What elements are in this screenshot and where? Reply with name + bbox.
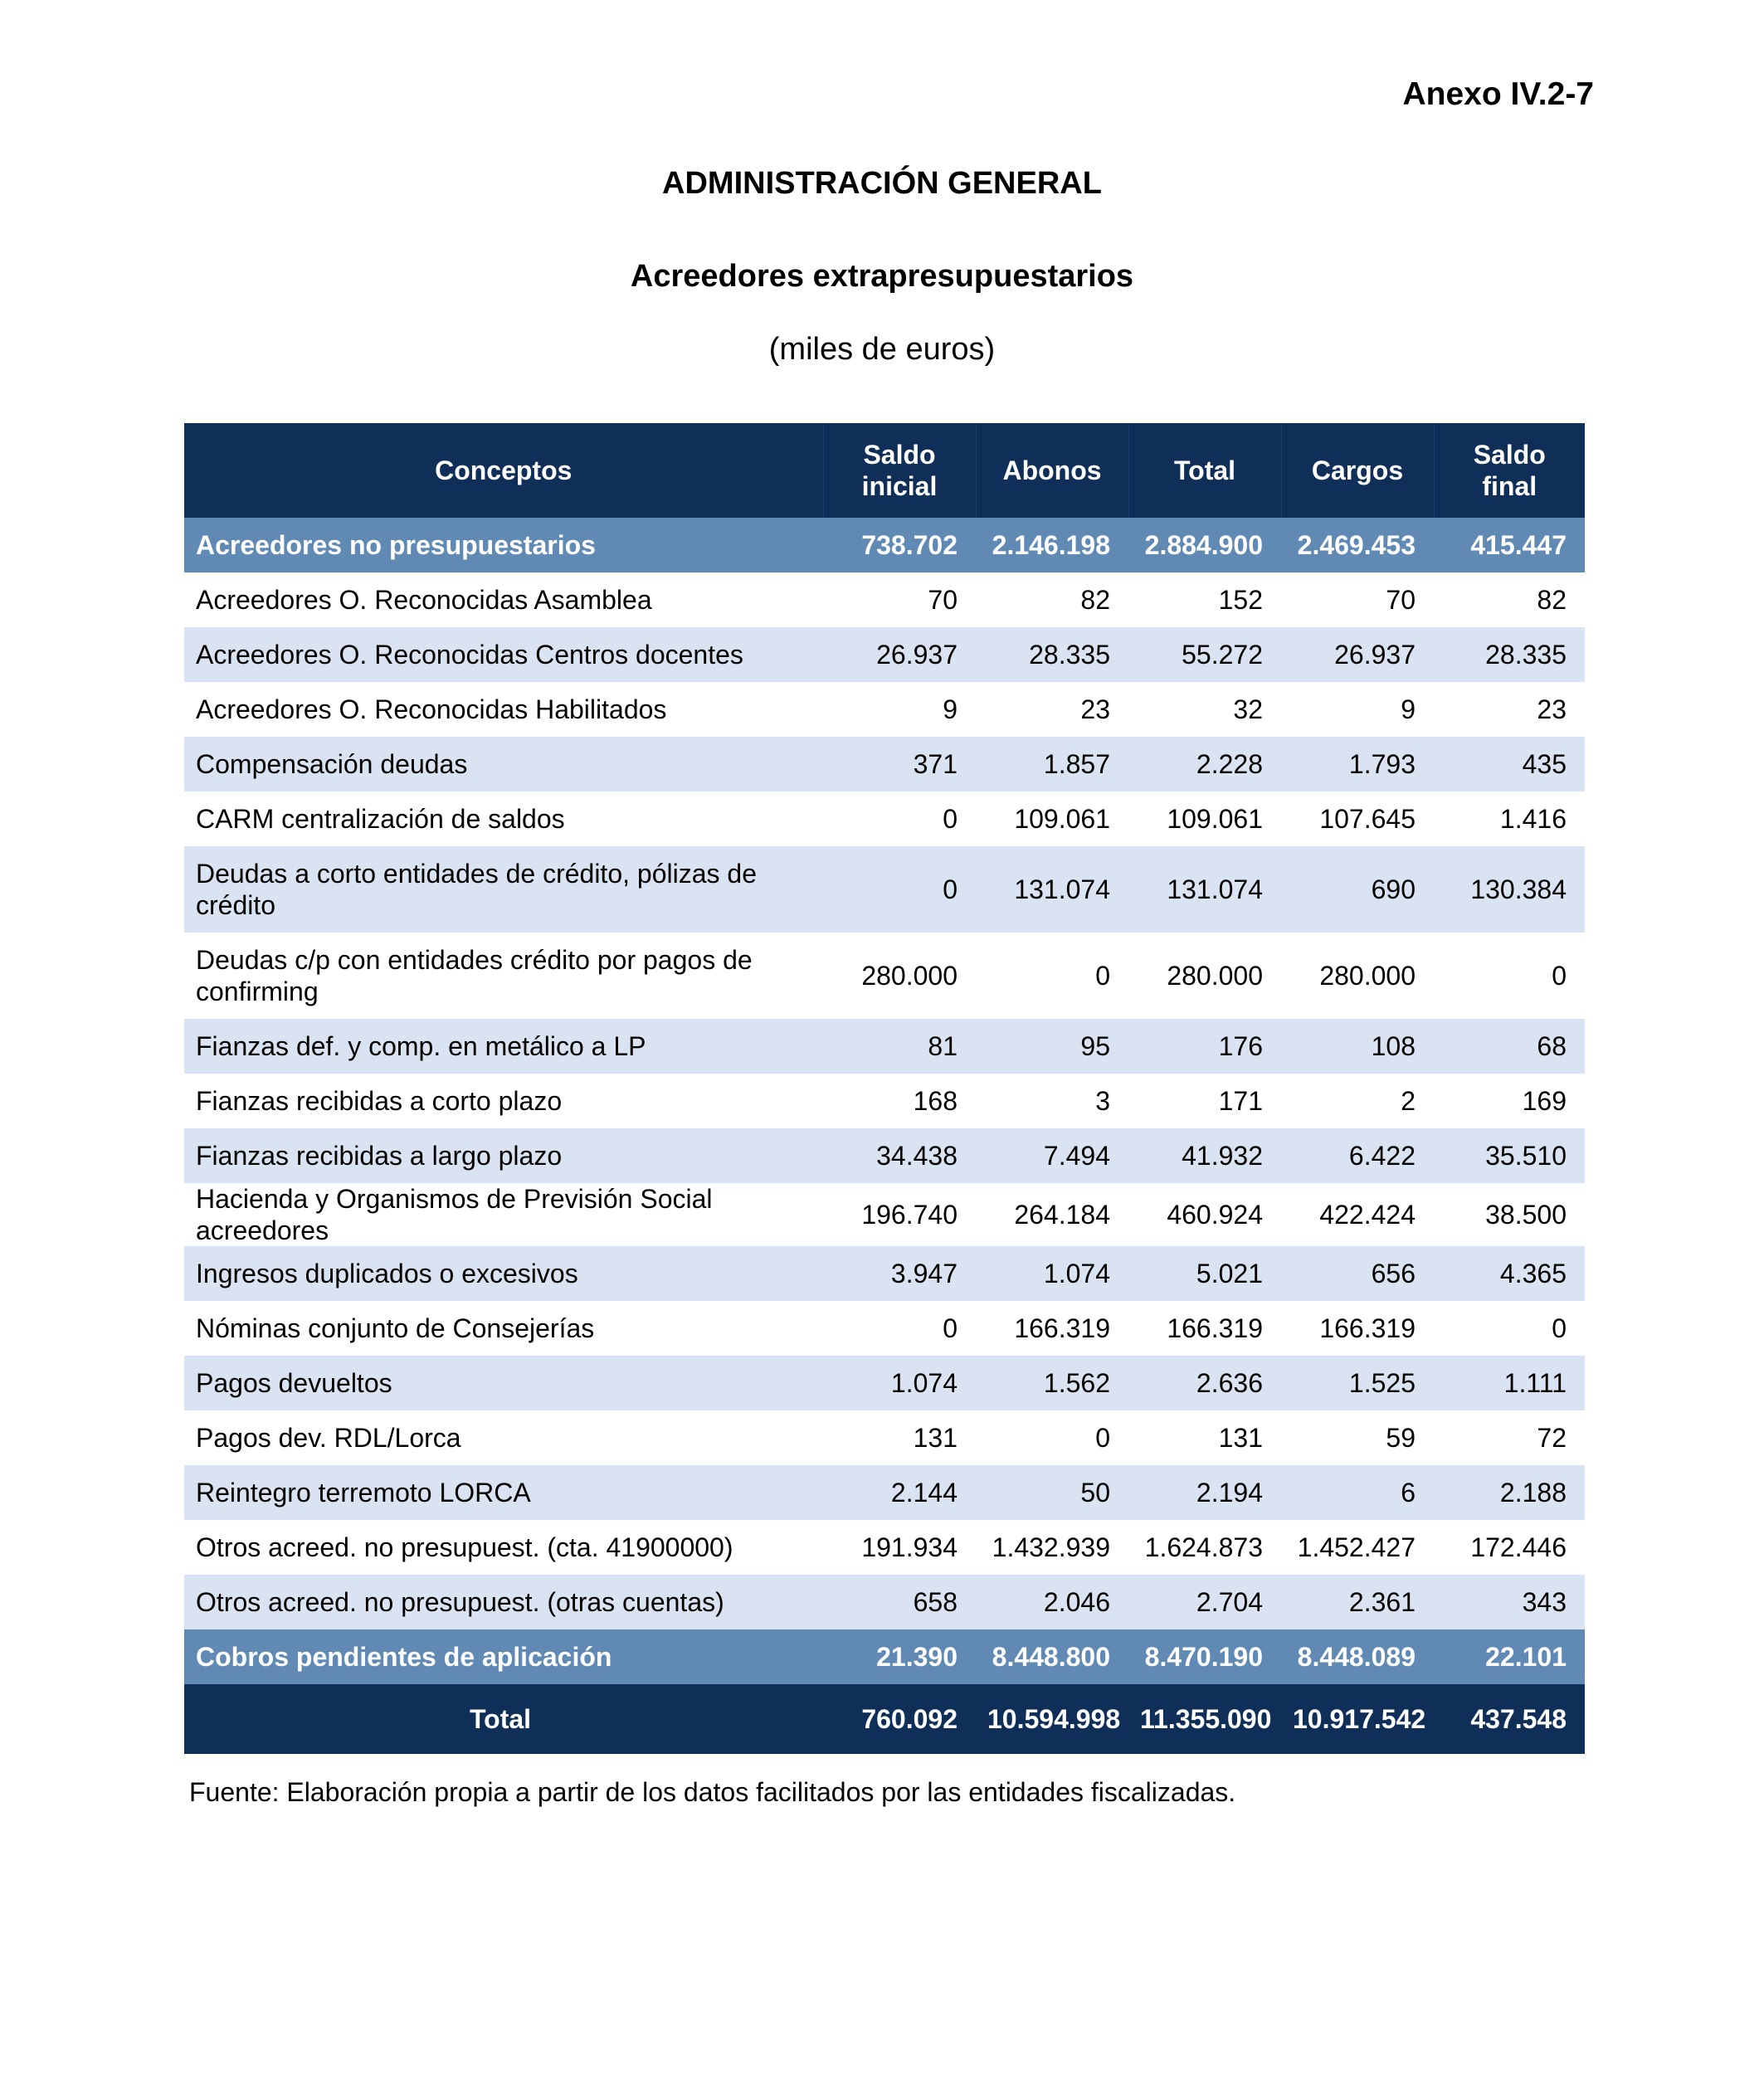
row-value: 70 — [1281, 572, 1434, 627]
table-row — [184, 846, 1585, 933]
row-value: 35.510 — [1434, 1128, 1585, 1183]
row-value: 8.448.800 — [976, 1629, 1128, 1684]
row-value: 738.702 — [823, 518, 976, 572]
row-label: Pagos devueltos — [184, 1356, 823, 1410]
row-value: 107.645 — [1281, 792, 1434, 846]
row-value: 131 — [1128, 1410, 1281, 1465]
row-value: 10.917.542 — [1281, 1684, 1434, 1754]
row-value: 70 — [823, 572, 976, 627]
row-value: 6.422 — [1281, 1128, 1434, 1183]
section-row-cobros-pendientes — [184, 1629, 1585, 1684]
col-header-saldo-inicial-line1: Saldo — [863, 440, 936, 470]
row-value: 32 — [1128, 682, 1281, 737]
row-value: 280.000 — [1281, 933, 1434, 1019]
row-value: 2.144 — [823, 1465, 976, 1520]
table-row — [184, 572, 1585, 627]
row-value: 1.624.873 — [1128, 1520, 1281, 1575]
row-value: 0 — [976, 1410, 1128, 1465]
row-value: 2.704 — [1128, 1575, 1281, 1629]
row-value: 21.390 — [823, 1629, 976, 1684]
row-value: 2.636 — [1128, 1356, 1281, 1410]
row-value: 1.562 — [976, 1356, 1128, 1410]
row-label: Hacienda y Organismos de Previsión Social acreedores — [184, 1183, 823, 1246]
row-value: 1.416 — [1434, 792, 1585, 846]
row-value: 371 — [823, 737, 976, 792]
annex-number: Anexo IV.2-7 — [1402, 76, 1594, 112]
row-label: Otros acreed. no presupuest. (cta. 41900000) — [184, 1520, 823, 1575]
row-value: 2.469.453 — [1281, 518, 1434, 572]
row-value: 82 — [976, 572, 1128, 627]
row-value: 109.061 — [1128, 792, 1281, 846]
table-body — [184, 518, 1585, 1754]
row-value: 10.594.998 — [976, 1684, 1128, 1754]
row-value: 131.074 — [976, 846, 1128, 933]
row-value: 0 — [823, 792, 976, 846]
row-value: 196.740 — [823, 1183, 976, 1246]
row-value: 9 — [1281, 682, 1434, 737]
creditors-table — [184, 423, 1585, 1754]
row-value: 6 — [1281, 1465, 1434, 1520]
row-value: 131.074 — [1128, 846, 1281, 933]
row-value: 28.335 — [976, 627, 1128, 682]
row-value: 0 — [823, 846, 976, 933]
row-value: 168 — [823, 1074, 976, 1128]
row-value: 23 — [976, 682, 1128, 737]
row-value: 8.448.089 — [1281, 1629, 1434, 1684]
row-value: 7.494 — [976, 1128, 1128, 1183]
col-header-saldo-inicial-line2: inicial — [861, 471, 938, 501]
col-header-saldo-final — [1434, 423, 1585, 518]
row-value: 1.432.939 — [976, 1520, 1128, 1575]
row-value: 38.500 — [1434, 1183, 1585, 1246]
row-value: 0 — [1434, 933, 1585, 1019]
table-row — [184, 1410, 1585, 1465]
row-label: Deudas c/p con entidades crédito por pagos de confirming — [184, 933, 823, 1019]
row-value: 2.194 — [1128, 1465, 1281, 1520]
table-row — [184, 1356, 1585, 1410]
row-value: 95 — [976, 1019, 1128, 1074]
row-value: 2.228 — [1128, 737, 1281, 792]
page-subtitle: Acreedores extrapresupuestarios — [630, 259, 1134, 294]
table-row — [184, 1520, 1585, 1575]
row-value: 437.548 — [1434, 1684, 1585, 1754]
table-row — [184, 1575, 1585, 1629]
table-row — [184, 1465, 1585, 1520]
row-value: 50 — [976, 1465, 1128, 1520]
row-value: 1.525 — [1281, 1356, 1434, 1410]
row-value: 1.857 — [976, 737, 1128, 792]
row-label: Nóminas conjunto de Consejerías — [184, 1301, 823, 1356]
row-value: 166.319 — [1281, 1301, 1434, 1356]
row-value: 191.934 — [823, 1520, 976, 1575]
row-value: 2.146.198 — [976, 518, 1128, 572]
col-header-saldo-final-line2: final — [1482, 471, 1537, 501]
row-value: 2.361 — [1281, 1575, 1434, 1629]
row-value: 264.184 — [976, 1183, 1128, 1246]
row-label: Fianzas recibidas a largo plazo — [184, 1128, 823, 1183]
row-value: 3 — [976, 1074, 1128, 1128]
row-value: 166.319 — [1128, 1301, 1281, 1356]
total-row — [184, 1684, 1585, 1754]
row-label: Acreedores O. Reconocidas Habilitados — [184, 682, 823, 737]
table-row — [184, 1019, 1585, 1074]
row-value: 11.355.090 — [1128, 1684, 1281, 1754]
row-value: 131 — [823, 1410, 976, 1465]
row-label: Deudas a corto entidades de crédito, pólizas de crédito — [184, 846, 823, 933]
row-value: 2.046 — [976, 1575, 1128, 1629]
row-value: 28.335 — [1434, 627, 1585, 682]
row-value: 55.272 — [1128, 627, 1281, 682]
row-label: Acreedores O. Reconocidas Asamblea — [184, 572, 823, 627]
table-row — [184, 792, 1585, 846]
row-value: 8.470.190 — [1128, 1629, 1281, 1684]
row-value: 280.000 — [823, 933, 976, 1019]
row-value: 1.452.427 — [1281, 1520, 1434, 1575]
row-value: 280.000 — [1128, 933, 1281, 1019]
row-value: 109.061 — [976, 792, 1128, 846]
row-value: 41.932 — [1128, 1128, 1281, 1183]
row-value: 3.947 — [823, 1246, 976, 1301]
row-value: 690 — [1281, 846, 1434, 933]
row-label: Ingresos duplicados o excesivos — [184, 1246, 823, 1301]
table-row — [184, 1183, 1585, 1246]
col-header-cargos: Cargos — [1281, 423, 1434, 518]
row-value: 1.074 — [823, 1356, 976, 1410]
row-label: Pagos dev. RDL/Lorca — [184, 1410, 823, 1465]
row-label: Fianzas def. y comp. en metálico a LP — [184, 1019, 823, 1074]
col-header-concept: Conceptos — [184, 423, 823, 518]
row-value: 343 — [1434, 1575, 1585, 1629]
row-value: 2.188 — [1434, 1465, 1585, 1520]
row-value: 1.074 — [976, 1246, 1128, 1301]
row-value: 0 — [976, 933, 1128, 1019]
row-label: Otros acreed. no presupuest. (otras cuentas) — [184, 1575, 823, 1629]
row-value: 23 — [1434, 682, 1585, 737]
row-value: 26.937 — [1281, 627, 1434, 682]
row-value: 422.424 — [1281, 1183, 1434, 1246]
row-value: 415.447 — [1434, 518, 1585, 572]
row-value: 658 — [823, 1575, 976, 1629]
col-header-saldo-inicial — [823, 423, 976, 518]
row-value: 172.446 — [1434, 1520, 1585, 1575]
table-header-row — [184, 423, 1585, 518]
row-value: 2.884.900 — [1128, 518, 1281, 572]
row-value: 760.092 — [823, 1684, 976, 1754]
row-value: 81 — [823, 1019, 976, 1074]
table-row — [184, 1301, 1585, 1356]
col-header-saldo-final-line1: Saldo — [1473, 440, 1546, 470]
table-row — [184, 1246, 1585, 1301]
table-row — [184, 682, 1585, 737]
row-label: Acreedores O. Reconocidas Centros docentes — [184, 627, 823, 682]
row-value: 435 — [1434, 737, 1585, 792]
row-value: 130.384 — [1434, 846, 1585, 933]
row-value: 68 — [1434, 1019, 1585, 1074]
table-row — [184, 627, 1585, 682]
row-value: 1.111 — [1434, 1356, 1585, 1410]
col-header-total: Total — [1128, 423, 1281, 518]
row-value: 5.021 — [1128, 1246, 1281, 1301]
row-value: 169 — [1434, 1074, 1585, 1128]
row-label: Total — [184, 1684, 823, 1754]
row-label: Reintegro terremoto LORCA — [184, 1465, 823, 1520]
row-value: 460.924 — [1128, 1183, 1281, 1246]
row-value: 166.319 — [976, 1301, 1128, 1356]
row-value: 59 — [1281, 1410, 1434, 1465]
row-label: Compensación deudas — [184, 737, 823, 792]
row-value: 26.937 — [823, 627, 976, 682]
row-label: Acreedores no presupuestarios — [184, 518, 823, 572]
table-row — [184, 1128, 1585, 1183]
row-value: 72 — [1434, 1410, 1585, 1465]
row-label: Fianzas recibidas a corto plazo — [184, 1074, 823, 1128]
row-value: 0 — [1434, 1301, 1585, 1356]
row-value: 34.438 — [823, 1128, 976, 1183]
page-title: ADMINISTRACIÓN GENERAL — [662, 166, 1102, 201]
row-value: 4.365 — [1434, 1246, 1585, 1301]
row-label: Cobros pendientes de aplicación — [184, 1629, 823, 1684]
table-row — [184, 737, 1585, 792]
table-row — [184, 1074, 1585, 1128]
row-value: 22.101 — [1434, 1629, 1585, 1684]
section-row-no-presupuestarios — [184, 518, 1585, 572]
row-value: 108 — [1281, 1019, 1434, 1074]
row-value: 152 — [1128, 572, 1281, 627]
row-value: 82 — [1434, 572, 1585, 627]
row-label: CARM centralización de saldos — [184, 792, 823, 846]
row-value: 171 — [1128, 1074, 1281, 1128]
row-value: 9 — [823, 682, 976, 737]
col-header-abonos: Abonos — [976, 423, 1128, 518]
units-label: (miles de euros) — [768, 332, 996, 367]
row-value: 0 — [823, 1301, 976, 1356]
row-value: 176 — [1128, 1019, 1281, 1074]
table-row — [184, 933, 1585, 1019]
row-value: 656 — [1281, 1246, 1434, 1301]
row-value: 2 — [1281, 1074, 1434, 1128]
row-value: 1.793 — [1281, 737, 1434, 792]
source-note: Fuente: Elaboración propia a partir de los datos facilitados por las entidades fiscalizadas. — [189, 1777, 1236, 1807]
